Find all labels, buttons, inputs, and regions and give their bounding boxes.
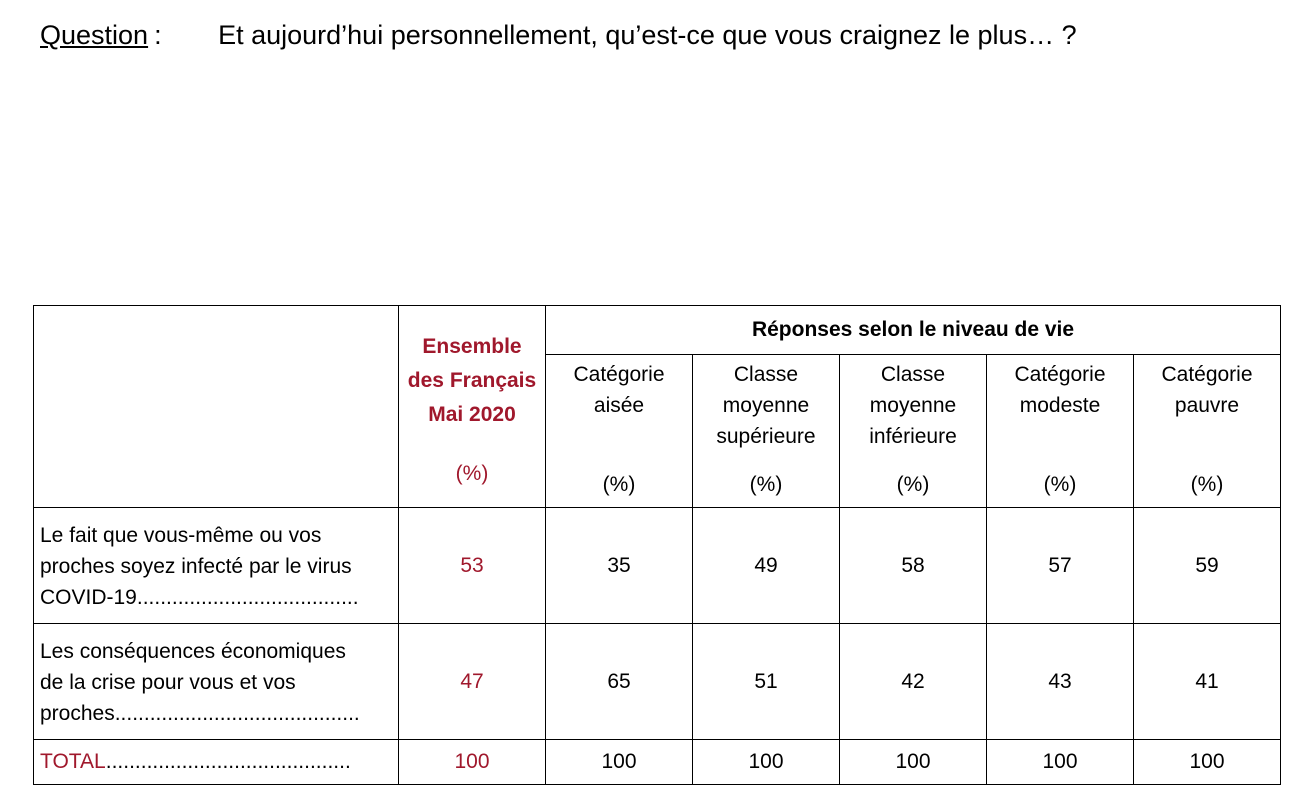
cell-value: 49 [693, 508, 840, 624]
category-header-line: moyenne [869, 394, 957, 417]
ensemble-header-line-1: Ensemble [422, 335, 522, 358]
category-header-line: modeste [1019, 394, 1101, 417]
category-header-classe-moyenne-inferieure [840, 355, 987, 464]
total-value: 100 [693, 740, 840, 785]
row-label-line: Le fait que vous-même ou vos [40, 524, 322, 547]
total-value: 100 [840, 740, 987, 785]
table-row [34, 508, 1281, 624]
row-label-line: proches soyez infecté par le virus [40, 555, 352, 578]
question-colon: : [154, 20, 162, 50]
category-header-pauvre [1134, 355, 1281, 464]
category-unit: (%) [546, 463, 693, 508]
category-header-line: supérieure [716, 425, 816, 448]
category-header-classe-moyenne-superieure [693, 355, 840, 464]
category-header-line: Catégorie [573, 363, 665, 386]
total-value: 100 [1134, 740, 1281, 785]
table-row [34, 624, 1281, 740]
ensemble-header-line-2: des Français [407, 369, 537, 392]
total-value: 100 [987, 740, 1134, 785]
category-unit: (%) [693, 463, 840, 508]
category-header-line: inférieure [869, 425, 957, 448]
cell-value: 43 [987, 624, 1134, 740]
row-label-line: COVID-19...................................... [40, 586, 359, 609]
ensemble-value: 47 [399, 624, 546, 740]
total-label: TOTAL [40, 750, 106, 773]
cell-value: 65 [546, 624, 693, 740]
category-header-line: Catégorie [1161, 363, 1253, 386]
category-unit: (%) [840, 463, 987, 508]
row-label-infection [34, 508, 399, 624]
row-label-line: Les conséquences économiques [40, 640, 346, 663]
cell-value: 59 [1134, 508, 1281, 624]
category-header-line: pauvre [1174, 394, 1240, 417]
total-label-cell [34, 740, 399, 785]
cell-value: 58 [840, 508, 987, 624]
question-text: Et aujourd’hui personnellement, qu’est-ce que vous craignez le plus… ? [218, 20, 1077, 50]
results-table [33, 305, 1281, 785]
category-header-line: Classe [733, 363, 799, 386]
header-row-group [34, 306, 1281, 355]
group-header: Réponses selon le niveau de vie [546, 306, 1281, 355]
row-label-economic [34, 624, 399, 740]
cell-value: 35 [546, 508, 693, 624]
total-dots: .......................................... [105, 750, 351, 773]
category-header-line: Catégorie [1014, 363, 1106, 386]
category-header-line: moyenne [722, 394, 810, 417]
ensemble-header-line-3: Mai 2020 [428, 403, 516, 426]
empty-corner-cell [34, 306, 399, 508]
total-row [34, 740, 1281, 785]
category-header-line: Classe [880, 363, 946, 386]
total-value: 100 [546, 740, 693, 785]
ensemble-unit: (%) [455, 462, 489, 485]
row-label-line: de la crise pour vous et vos [40, 671, 296, 694]
cell-value: 51 [693, 624, 840, 740]
ensemble-value: 53 [399, 508, 546, 624]
row-label-line: proches.......................................... [40, 702, 360, 725]
total-ensemble-value: 100 [399, 740, 546, 785]
cell-value: 42 [840, 624, 987, 740]
category-unit: (%) [1134, 463, 1281, 508]
question-line [40, 20, 1077, 51]
category-unit: (%) [987, 463, 1134, 508]
ensemble-header [399, 306, 546, 508]
category-header-line: aisée [593, 394, 645, 417]
cell-value: 41 [1134, 624, 1281, 740]
category-header-aisee [546, 355, 693, 464]
cell-value: 57 [987, 508, 1134, 624]
category-header-modeste [987, 355, 1134, 464]
question-label: Question [40, 20, 149, 50]
